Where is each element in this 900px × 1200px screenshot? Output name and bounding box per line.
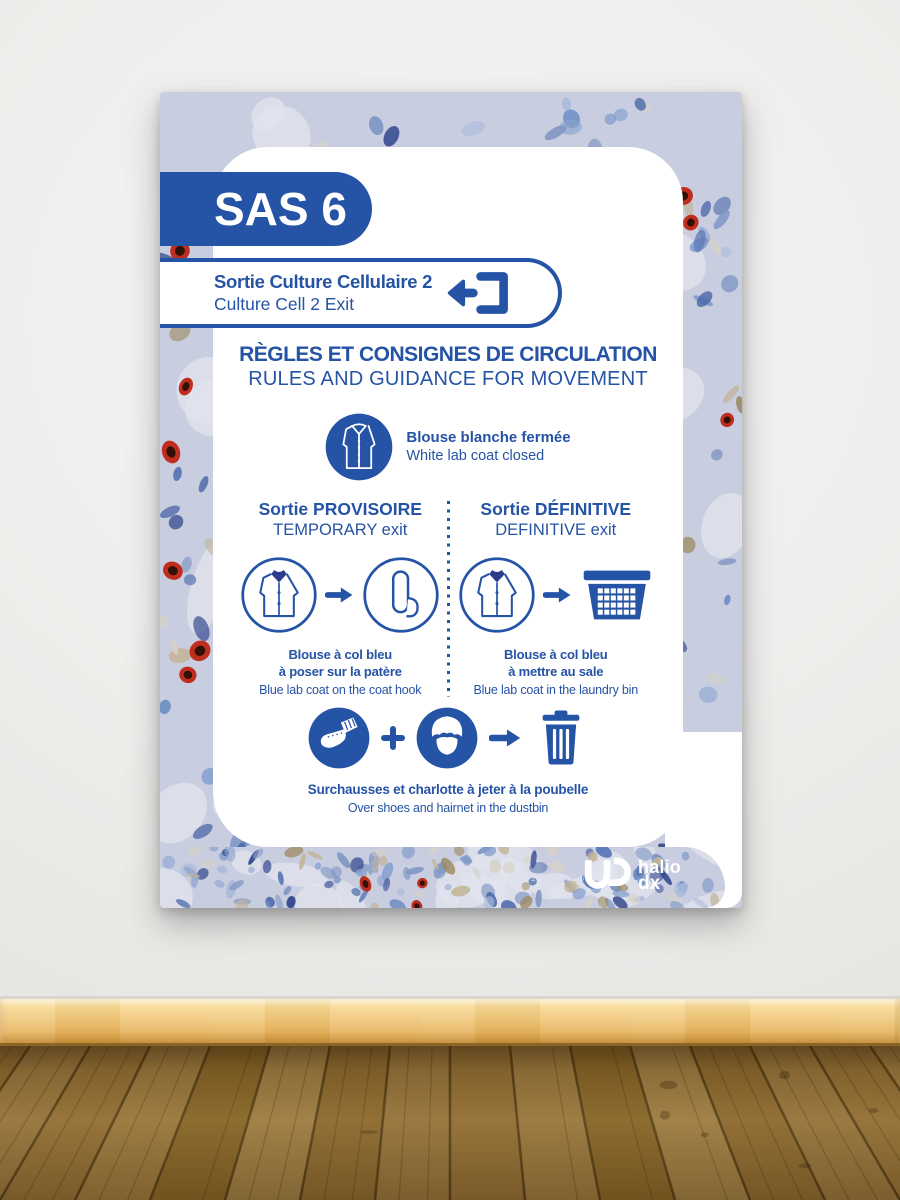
coat-hook-icon xyxy=(362,556,440,634)
definitive-exit-caption-en: Blue lab coat in the laundry bin xyxy=(473,682,639,697)
wood-floor xyxy=(0,1046,900,1200)
plus-icon xyxy=(381,726,405,750)
temporary-exit-icons xyxy=(240,553,440,637)
exit-title-fr: Sortie Culture Cellulaire 2 xyxy=(214,271,433,293)
exit-title-text xyxy=(160,271,432,314)
room-badge xyxy=(160,172,372,246)
blue-collar-coat-icon xyxy=(240,556,318,634)
laundry-bin-icon xyxy=(580,566,654,624)
temporary-exit-caption-en: Blue lab coat on the coat hook xyxy=(259,682,422,697)
white-lab-coat-icon xyxy=(325,413,393,481)
document-reference: INS01-001-007 V01 xyxy=(508,873,598,884)
rules-heading-fr: RÈGLES ET CONSIGNES DE CIRCULATION xyxy=(239,343,657,366)
disposal-row xyxy=(213,707,683,769)
brand-dx: dx xyxy=(638,872,661,894)
arrow-right-icon xyxy=(489,726,523,750)
dress-rule-text xyxy=(406,428,570,466)
definitive-exit-title-en: DEFINITIVE exit xyxy=(495,521,617,539)
hairnet-icon xyxy=(416,707,478,769)
exit-title-en: Culture Cell 2 Exit xyxy=(214,293,355,314)
lab-exit-poster xyxy=(160,92,742,908)
temporary-exit-column xyxy=(236,499,445,697)
room-badge-label: SAS 6 xyxy=(214,183,347,235)
haliodx-logo-text xyxy=(638,856,682,894)
dustbin-icon xyxy=(534,707,588,769)
definitive-exit-caption-fr: Blouse à col bleu à mettre au sale xyxy=(503,647,608,679)
brand-halio: halio xyxy=(638,856,682,877)
dress-rule-en: White lab coat closed xyxy=(406,448,545,465)
rules-heading xyxy=(213,343,683,391)
arrow-right-icon xyxy=(325,584,355,606)
disposal-caption-fr: Surchausses et charlotte à jeter à la poubelle xyxy=(307,782,589,797)
haliodx-logo-mark xyxy=(583,856,631,896)
dress-rule-row xyxy=(213,413,683,481)
disposal-caption xyxy=(213,781,683,815)
temporary-exit-title-en: TEMPORARY exit xyxy=(273,521,408,539)
poster-content xyxy=(213,147,683,847)
rules-heading-en: RULES AND GUIDANCE FOR MOVEMENT xyxy=(248,368,648,390)
temporary-exit-title-fr: Sortie PROVISOIRE xyxy=(258,499,422,519)
overshoe-icon xyxy=(308,707,370,769)
haliodx-logo xyxy=(583,856,681,896)
histology-footer-band xyxy=(160,847,725,908)
exit-icon xyxy=(446,269,518,317)
temporary-exit-caption-fr: Blouse à col bleu à poser sur la patère xyxy=(278,647,402,679)
arrow-right-icon xyxy=(543,584,573,606)
dotted-divider xyxy=(447,501,450,697)
definitive-exit-icons xyxy=(458,553,654,637)
floor-planks xyxy=(0,1046,900,1200)
exit-title-pill xyxy=(160,258,562,328)
blue-collar-coat-icon xyxy=(458,556,536,634)
definitive-exit-title-fr: Sortie DÉFINITIVE xyxy=(480,499,632,519)
baseboard xyxy=(0,996,900,1046)
disposal-caption-en: Over shoes and hairnet in the dustbin xyxy=(347,800,549,815)
dress-rule-fr: Blouse blanche fermée xyxy=(406,428,571,446)
definitive-exit-column xyxy=(452,499,661,697)
exit-options xyxy=(236,499,660,697)
